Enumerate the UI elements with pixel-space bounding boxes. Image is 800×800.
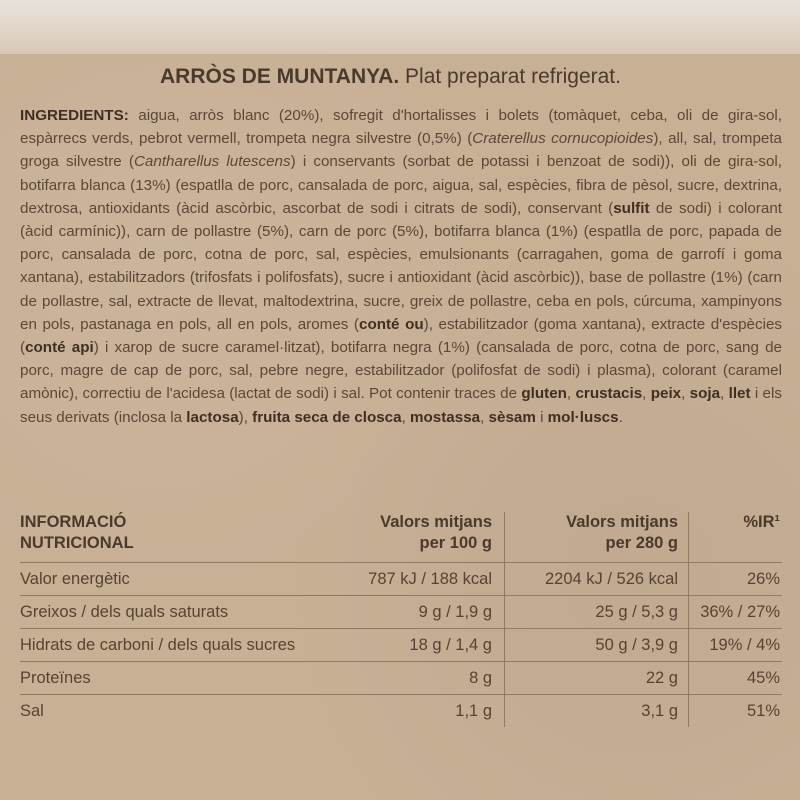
nutrition-row-protein — [20, 661, 782, 694]
ingredients-text: aigua, arròs blanc (20%), sofregit d'hortalisses i bolets (tomàquet, ceba, oli de gira-sol, espàrrecs verds, pebrot vermell, trompeta negra silvestre (0,5%) ( — [20, 107, 782, 148]
allergen: mostassa — [410, 408, 481, 426]
product-name: ARRÒS DE MUNTANYA. — [160, 65, 400, 88]
product-subtitle: Plat preparat refrigerat. — [405, 65, 621, 88]
nutrition-row-carbohydrates — [20, 628, 782, 661]
allergen: conté api — [25, 339, 94, 357]
value-per-100g: 787 kJ / 188 kcal — [368, 570, 492, 588]
value-per-280g: 3,1 g — [641, 702, 678, 720]
header-line: Valors mitjans — [380, 513, 492, 531]
latin-name: Cantharellus lutescens — [133, 153, 291, 171]
ingredients-text: ), all, sal, trompeta groga silvestre ( — [20, 130, 783, 171]
nutrition-table — [20, 512, 782, 727]
value-ir: 36% / 27% — [700, 603, 780, 621]
nutrient-label: Greixos / dels quals saturats — [20, 603, 229, 621]
header-reference-intake: %IR¹ — [743, 513, 780, 531]
separator: , — [480, 408, 489, 426]
ingredients-text: . — [618, 408, 623, 426]
product-title — [160, 64, 780, 90]
allergen: conté ou — [359, 315, 424, 333]
nutrition-row-fat — [20, 595, 782, 628]
allergen: llet — [728, 385, 751, 403]
ingredients-text: ) i conservants (sorbat de potassi i benzoat de sodi)), oli de gira-sol, botifarra blanca (13%) (espatlla de porc, cansalada de porc, aigua, sal, espècies, fibra de pèsol, sucre, dextrina, dextrosa, antioxidants (àcid ascòrbic, ascorbat de sodi i citrats de sodi), conservant ( — [20, 153, 782, 217]
separator: , — [401, 408, 411, 426]
nutrient-label: Proteïnes — [20, 669, 91, 687]
value-per-100g: 1,1 g — [455, 702, 492, 720]
nutrition-row-salt — [20, 694, 782, 727]
value-ir: 45% — [746, 669, 780, 687]
header-line: INFORMACIÓ — [20, 513, 127, 531]
ingredients-text: i — [535, 408, 548, 426]
allergen: peix — [650, 385, 682, 403]
nutrient-label: Valor energètic — [20, 570, 130, 588]
nutrient-label: Sal — [20, 702, 44, 720]
nutrition-table-header — [20, 512, 782, 562]
value-per-280g: 2204 kJ / 526 kcal — [545, 570, 678, 588]
allergen: soja — [689, 385, 721, 403]
ingredients-list — [20, 104, 782, 429]
package-top-edge — [0, 0, 800, 54]
value-per-100g: 9 g / 1,9 g — [418, 603, 492, 621]
allergen: crustacis — [575, 385, 643, 403]
ingredients-text: ), estabilitzador (goma xantana), extracte d'espècies ( — [20, 315, 783, 357]
header-line: NUTRICIONAL — [20, 534, 134, 552]
allergen: gluten — [521, 385, 567, 403]
value-per-100g: 18 g / 1,4 g — [409, 636, 492, 654]
ingredients-text: ), — [238, 408, 253, 426]
header-nutrition-info — [20, 512, 134, 554]
header-per-280g — [498, 512, 678, 554]
allergen: mol·luscs — [547, 408, 619, 426]
separator: , — [642, 385, 651, 403]
ingredients-text: de sodi) i colorant (àcid carmínic)), carn de pollastre (5%), carn de porc (5%), botifarra blanca (1%) (espatlla de porc, papada de porc, cansalada de porc, cotna de porc, sal, espècies, emulsionants (carragahen, goma de garrofí i goma xantana), estabilitzadors (trifosfats i polifosfats), sucre i antioxidant (àcid ascòrbic)), base de pollastre (1%) (carn de pollastre, sal, extracte de llevat, maltodextrina, sucre, greix de pollastre, ceba en pols, cúrcuma, xampinyons en pols, pastanaga en pols, all en pols, aromes ( — [20, 199, 782, 333]
ingredients-label: INGREDIENTS: — [20, 107, 129, 124]
value-per-100g: 8 g — [469, 669, 492, 687]
ingredients-text: ) i xarop de sucre caramel·litzat), botifarra negra (1%) (cansalada de porc, cotna de porc, sang de porc, magre de cap de porc, sal, pebre negre, estabilitzador (polifosfat de sodi) i plasma), colorant (caramel amònic), correctiu de l'acidesa (lactat de sodi) i sal. Pot contenir traces de — [20, 339, 782, 403]
latin-name: Craterellus cornucopioides — [472, 130, 654, 148]
header-line: Valors mitjans — [566, 513, 678, 531]
value-ir: 19% / 4% — [709, 636, 780, 654]
value-per-280g: 22 g — [645, 669, 678, 687]
ingredients-text: i els seus derivats (inclosa la — [20, 385, 782, 426]
separator: , — [681, 385, 690, 403]
nutrition-row-energy — [20, 562, 782, 595]
value-ir: 51% — [746, 702, 780, 720]
allergen: sulfit — [613, 199, 650, 217]
header-line: per 280 g — [605, 534, 678, 552]
value-per-280g: 25 g / 5,3 g — [595, 603, 678, 621]
allergen: sèsam — [488, 408, 536, 426]
allergen: fruita seca de closca — [252, 408, 402, 426]
value-ir: 26% — [746, 570, 780, 588]
separator: , — [566, 385, 576, 403]
allergen: lactosa — [186, 408, 239, 426]
value-per-280g: 50 g / 3,9 g — [595, 636, 678, 654]
header-per-100g — [290, 512, 492, 554]
separator: , — [720, 385, 729, 403]
nutrient-label: Hidrats de carboni / dels quals sucres — [20, 636, 296, 654]
header-line: per 100 g — [419, 534, 492, 552]
